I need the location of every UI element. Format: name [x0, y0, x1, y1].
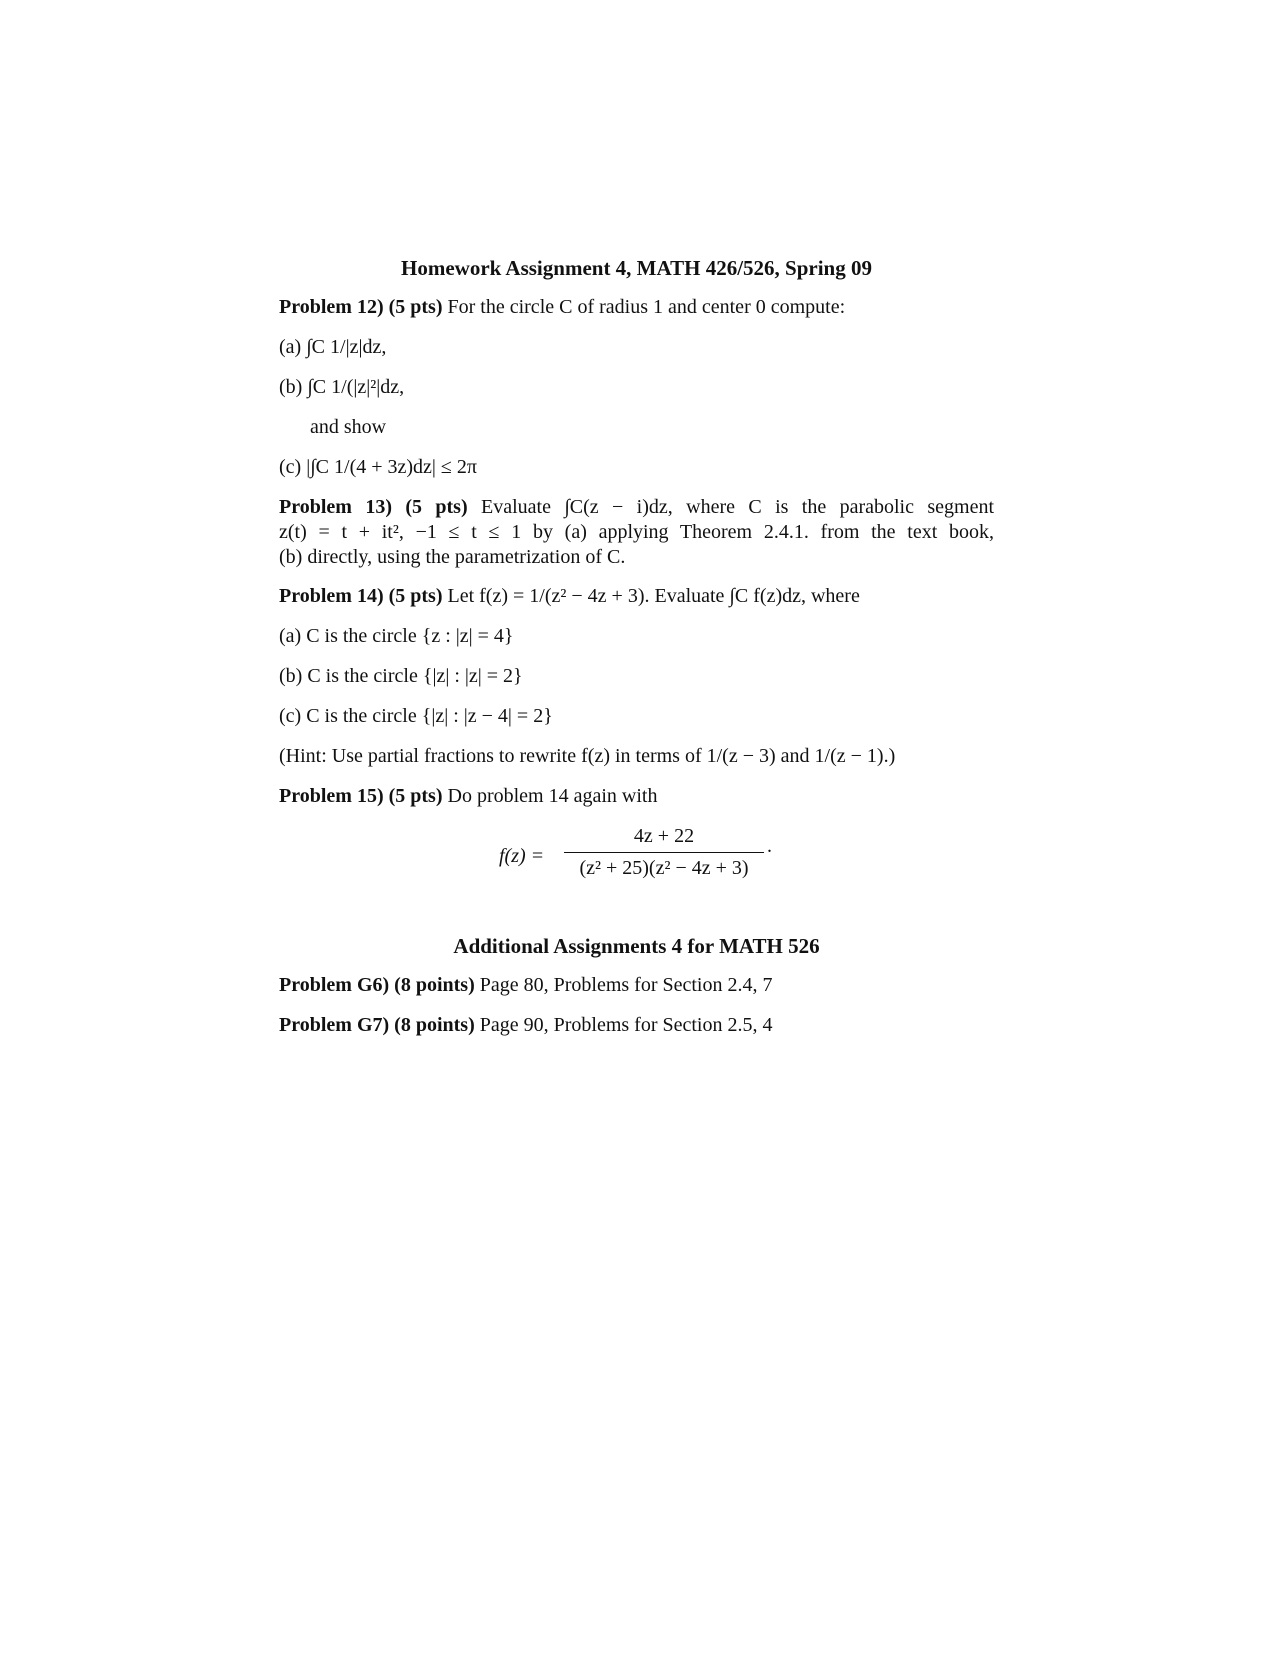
problem-14-part-c: (c) C is the circle {|z| : |z − 4| = 2}: [279, 705, 553, 727]
problem-g6-label: Problem G6) (8 points): [279, 974, 475, 996]
problem-15-text: Do problem 14 again with: [447, 785, 658, 807]
problem-15-equation: [279, 824, 994, 894]
problem-g7: [279, 1013, 994, 1038]
equation-fraction: [564, 824, 764, 881]
problem-g7-text: Page 90, Problems for Section 2.5, 4: [479, 1014, 773, 1036]
problem-13: [279, 495, 994, 570]
problem-14-intro: [279, 584, 994, 609]
problem-12-label: Problem 12) (5 pts): [279, 296, 443, 318]
equation-numerator: 4z + 22: [564, 824, 764, 853]
equation-denominator: (z² + 25)(z² − 4z + 3): [579, 857, 749, 879]
problem-13-label: Problem 13) (5 pts): [279, 496, 468, 518]
problem-14-label: Problem 14) (5 pts): [279, 585, 443, 607]
problem-15-intro: [279, 784, 994, 809]
problem-15-label: Problem 15) (5 pts): [279, 785, 443, 807]
problem-14-part-b: (b) C is the circle {|z| : |z| = 2}: [279, 665, 523, 687]
equation-period: .: [767, 835, 772, 857]
problem-14-part-a: (a) C is the circle {z : |z| = 4}: [279, 625, 514, 647]
problem-12-intro: [279, 295, 994, 320]
document-page: [279, 256, 994, 1053]
problem-14-text: Let f(z) = 1/(z² − 4z + 3). Evaluate ∫C f(z)dz, where: [447, 585, 860, 607]
problem-g6-text: Page 80, Problems for Section 2.4, 7: [479, 974, 773, 996]
problem-g6: [279, 973, 994, 998]
problem-12-and-show: and show: [310, 416, 387, 438]
problem-12-text: For the circle C of radius 1 and center 0 compute:: [447, 296, 846, 318]
problem-14-hint: (Hint: Use partial fractions to rewrite f(z) in terms of 1/(z − 3) and 1/(z − 1).): [279, 745, 896, 767]
equation-lhs: f(z) =: [499, 845, 545, 867]
problem-12-part-b: (b) ∫C 1/(|z|²|dz,: [279, 376, 405, 398]
problem-13-line-3: (b) directly, using the parametrization of C.: [279, 546, 626, 568]
problem-13-line-1: [279, 495, 994, 520]
problem-12-part-c: (c) |∫C 1/(4 + 3z)dz| ≤ 2π: [279, 456, 478, 478]
problem-12-part-a: (a) ∫C 1/|z|dz,: [279, 336, 387, 358]
additional-title: Additional Assignments 4 for MATH 526: [453, 934, 820, 958]
problem-13-line-2: z(t) = t + it², −1 ≤ t ≤ 1 by (a) applying Theorem 2.4.1. from the text book,: [279, 521, 994, 543]
problem-13-text-1: Evaluate ∫C(z − i)dz, where C is the parabolic segment: [480, 496, 995, 518]
page-title: Homework Assignment 4, MATH 426/526, Spring 09: [401, 256, 872, 280]
problem-g7-label: Problem G7) (8 points): [279, 1014, 475, 1036]
